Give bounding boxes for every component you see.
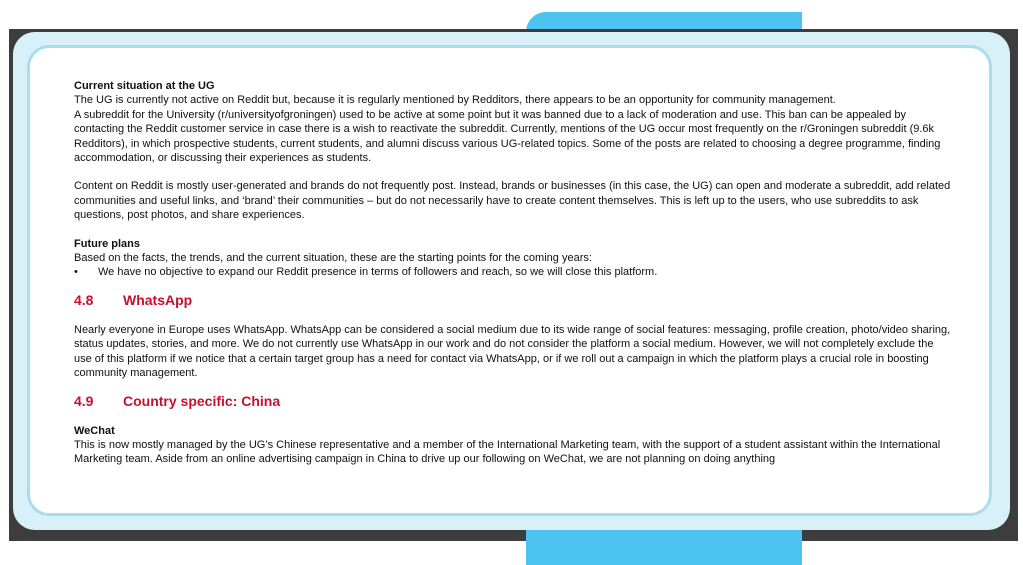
wechat-heading: WeChat bbox=[74, 424, 115, 437]
current-situation-paragraph-2: A subreddit for the University (r/universityofgroningen) used to be active at some point but it was banned due to a lack of moderation and use. This ban can be appealed by contacting the Reddit customer service in case there is a wish to reactivate the subreddit. Currently, mentions of the UG occur most frequently on the r/Groningen subreddit (9.6k Redditors), in which prospective students, current students, and alumni discuss various UG-related topics. Some of the posts are related to choosing a degree programme, finding accommodation, or discussing their experiences as students. bbox=[74, 108, 941, 165]
section-number: 4.9 bbox=[74, 392, 94, 409]
current-situation-paragraph-1: The UG is currently not active on Reddit but, because it is regularly mentioned by Redditors, there appears to be an opportunity for community management. bbox=[74, 94, 836, 107]
future-plans-heading: Future plans bbox=[74, 237, 141, 250]
section-4-8-heading bbox=[74, 292, 954, 309]
section-title: WhatsApp bbox=[123, 291, 193, 308]
section-number: 4.8 bbox=[74, 291, 94, 308]
document-content bbox=[74, 79, 954, 467]
future-plans-bullet bbox=[74, 265, 954, 279]
bullet-marker: • bbox=[74, 266, 78, 279]
current-situation-heading: Current situation at the UG bbox=[74, 80, 215, 92]
wechat-paragraph: This is now mostly managed by the UG’s Chinese representative and a member of the International Marketing team, with the support of a student assistant within the International Marketing team. Aside from an online advertising campaign in China to drive up our following on WeChat, we are not planning on doing anything bbox=[74, 438, 941, 466]
bullet-text: We have no objective to expand our Reddit presence in terms of followers and reach, so we will close this platform. bbox=[98, 266, 658, 279]
future-plans-paragraph: Based on the facts, the trends, and the current situation, these are the starting points for the coming years: bbox=[74, 252, 592, 265]
current-situation-paragraph-3: Content on Reddit is mostly user-generated and brands do not frequently post. Instead, brands or businesses (in this case, the UG) can open and moderate a subreddit, add related communities and useful links, and ‘brand’ their communities – but do not necessarily have to create content themselves. This is left up to the users, who use subreddits to ask questions, post photos, and share experiences. bbox=[74, 180, 951, 222]
section-title: Country specific: China bbox=[123, 392, 281, 409]
whatsapp-paragraph: Nearly everyone in Europe uses WhatsApp. WhatsApp can be considered a social medium due to its wide range of social features: messaging, profile creation, photo/video sharing, status updates, stories, and more. We do not currently use WhatsApp in our work and do not consider the platform a social medium. However, we will not completely exclude the use of this platform if we notice that a certain target group has a need for contact via WhatsApp, or if we roll out a campaign in which the platform plays a crucial role in boosting community management. bbox=[74, 323, 951, 380]
section-4-9-heading bbox=[74, 393, 954, 410]
